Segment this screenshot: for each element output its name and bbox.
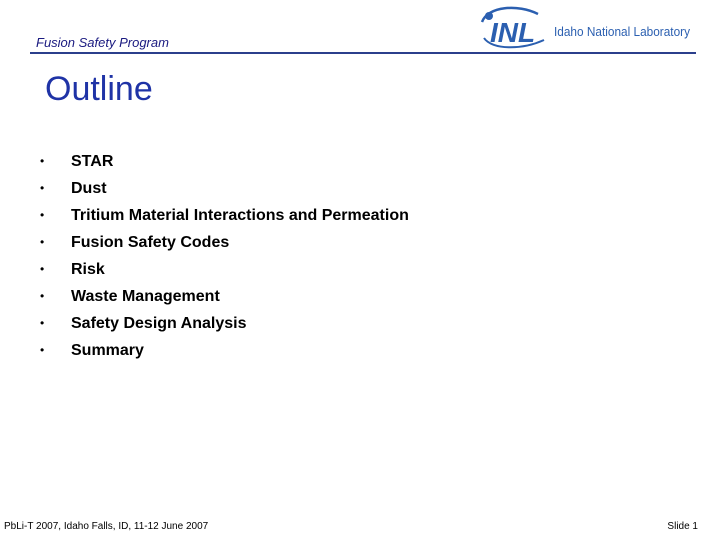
bullet-text: Safety Design Analysis [71,315,247,332]
header-program-title: Fusion Safety Program [36,35,169,50]
bullet-text: Dust [71,180,107,197]
logo-name: Idaho National Laboratory [554,24,691,39]
bullet-text: Risk [71,261,105,278]
header-rule [30,52,696,54]
bullet-icon: • [40,316,45,330]
bullet-icon: • [40,262,45,276]
bullet-text: Waste Management [71,288,220,305]
bullet-text: Summary [71,342,144,359]
bullet-text: Tritium Material Interactions and Permeation [71,207,409,224]
bullet-icon: • [40,181,45,195]
footer-conference: PbLi-T 2007, Idaho Falls, ID, 11-12 June 2007 [4,521,209,532]
bullet-text: STAR [71,153,114,170]
slide-title: Outline [45,70,153,108]
inl-logo-icon [478,4,694,52]
bullet-icon: • [40,235,45,249]
bullet-icon: • [40,343,45,357]
footer-slide-number: Slide 1 [667,521,698,532]
logo-abbrev: INL [490,17,536,48]
bullet-icon: • [40,208,45,222]
bullet-icon: • [40,154,45,168]
bullet-text: Fusion Safety Codes [71,234,230,251]
bullet-icon: • [40,289,45,303]
